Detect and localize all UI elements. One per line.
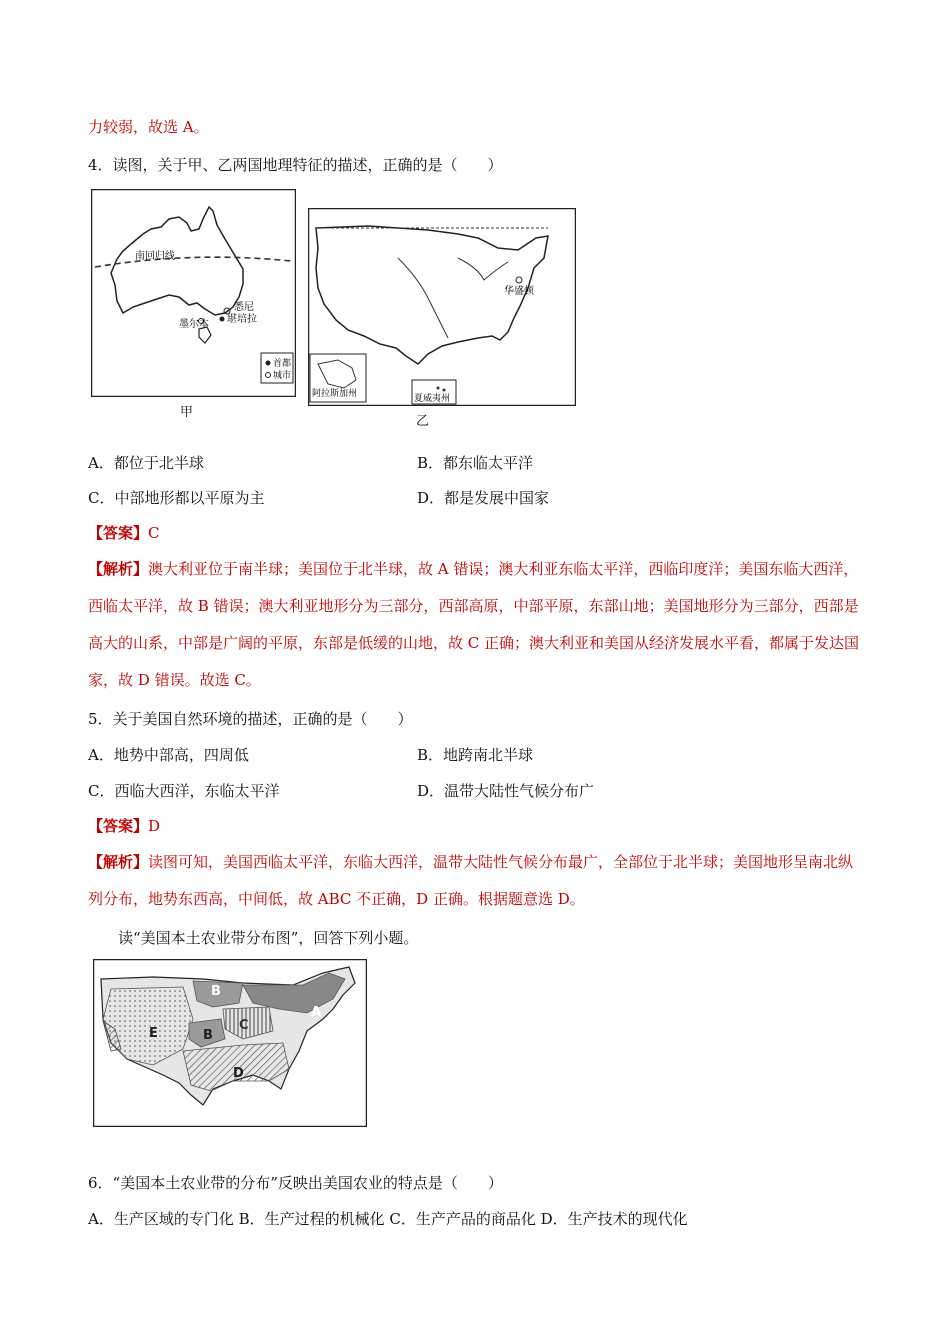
label-a: A: [311, 1005, 322, 1020]
label-b1: B: [211, 984, 221, 999]
q5-stem: 5．关于美国自然环境的描述，正确的是（ ）: [88, 710, 413, 728]
map-australia: [91, 189, 296, 397]
washington-label: 华盛顿: [504, 286, 534, 297]
group-intro: 读“美国本土农业带分布图”，回答下列小题。: [118, 929, 419, 947]
q4-analysis: [88, 551, 863, 699]
answer-value: D: [148, 817, 161, 835]
q6-stem: 6．“美国本土农业带的分布”反映出美国农业的特点是（ ）: [88, 1174, 503, 1192]
label-b2: B: [203, 1028, 213, 1043]
canberra-marker: [220, 317, 225, 322]
answer-tag: 【答案】: [88, 524, 149, 542]
analysis-tag: 【解析】: [88, 853, 149, 871]
legend-capital: 首都: [273, 359, 292, 369]
map-usa: [308, 208, 576, 406]
q4-option-d: D．都是发展中国家: [417, 489, 550, 507]
q4-option-b: B．都东临太平洋: [417, 454, 534, 472]
analysis-text: 读图可知，美国西临太平洋，东临大西洋，温带大陆性气候分布最广，全部位于北半球；美国地形呈南北纵列分布，地势东西高，中间低，故 ABC 不正确，D 正确。根据题意选 D。: [88, 853, 854, 908]
hawaii-label: 夏威夷州: [414, 394, 451, 404]
answer-value: C: [148, 524, 160, 542]
melbourne-label: 墨尔本: [179, 319, 209, 330]
q5-option-a: A．地势中部高，四周低: [88, 746, 249, 764]
q4-answer: [88, 523, 160, 543]
q6-options: A．生产区域的专门化 B．生产过程的机械化 C．生产产品的商品化 D．生产技术的现代化: [88, 1210, 688, 1228]
tropic-label: 南回归线: [135, 251, 175, 262]
agriculture-belt-map: [93, 959, 367, 1127]
q5-analysis: [88, 844, 863, 918]
label-e: E: [149, 1026, 158, 1041]
q5-option-d: D．温带大陆性气候分布广: [417, 782, 595, 800]
q5-option-b: B．地跨南北半球: [417, 746, 534, 764]
previous-analysis-tail: 力较弱，故选 A。: [88, 118, 209, 136]
q4-stem: 4．读图，关于甲、乙两国地理特征的描述，正确的是（ ）: [88, 156, 503, 174]
alaska-label: 阿拉斯加州: [312, 389, 358, 399]
map-yi-caption: 乙: [416, 414, 430, 429]
analysis-tag: 【解析】: [88, 560, 149, 578]
q4-option-a: A．都位于北半球: [88, 454, 204, 472]
legend-city: 城市: [273, 371, 292, 381]
canberra-label: 堪培拉: [227, 314, 257, 325]
label-c: C: [239, 1018, 249, 1033]
label-d: D: [233, 1066, 244, 1081]
q4-option-c: C．中部地形都以平原为主: [88, 489, 265, 507]
q5-answer: [88, 816, 160, 836]
sydney-label: 悉尼: [234, 302, 254, 313]
answer-tag: 【答案】: [88, 817, 149, 835]
map-jia-caption: 甲: [180, 405, 194, 420]
analysis-text: 澳大利亚位于南半球；美国位于北半球，故 A 错误；澳大利亚东临太平洋，西临印度洋；美国东临大西洋，西临太平洋，故 B 错误；澳大利亚地形分为三部分，西部高原，中部平原，东部山地；美国地形分为三部分，西部是高大的山系，中部是广阔的平原，东部是低缓的山地，故 C 正确；澳大利亚和美国从经济发展水平看，都属于发达国家，故 D 错误。故选 C。: [88, 560, 860, 689]
q5-option-c: C．西临大西洋，东临太平洋: [88, 782, 280, 800]
